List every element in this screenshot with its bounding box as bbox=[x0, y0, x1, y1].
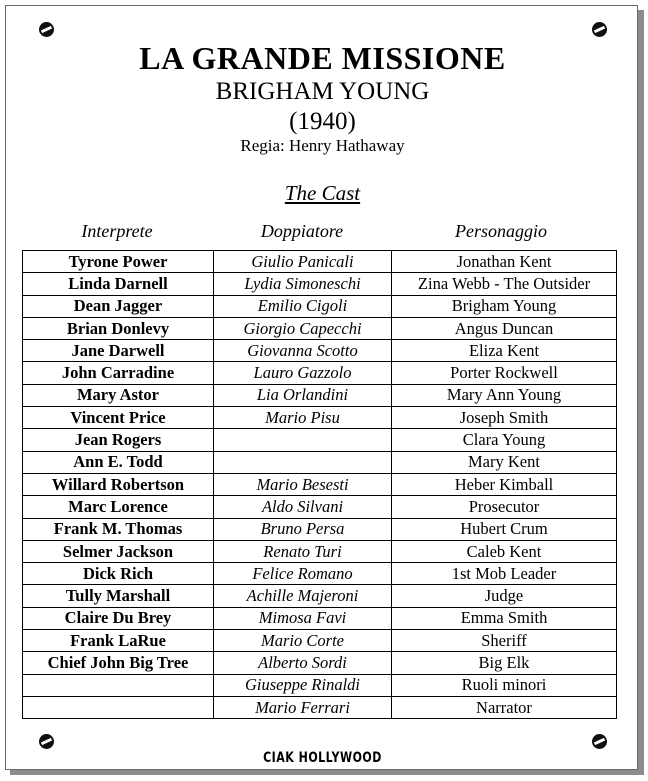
actor-cell: Brian Donlevy bbox=[23, 317, 214, 339]
character-cell: Mary Kent bbox=[392, 451, 617, 473]
actor-cell: Tyrone Power bbox=[23, 251, 214, 273]
table-row bbox=[23, 251, 617, 273]
ciak-hollywood-logo: CIAK HOLLYWOOD bbox=[263, 749, 382, 766]
character-cell: Mary Ann Young bbox=[392, 384, 617, 406]
character-cell: Angus Duncan bbox=[392, 317, 617, 339]
release-year: (1940) bbox=[289, 108, 356, 135]
cast-plaque bbox=[5, 5, 638, 770]
table-row bbox=[23, 585, 617, 607]
table-row bbox=[23, 362, 617, 384]
table-row bbox=[23, 295, 617, 317]
actor-cell: Dean Jagger bbox=[23, 295, 214, 317]
voice-actor-cell: Giovanna Scotto bbox=[214, 340, 392, 362]
table-row bbox=[23, 429, 617, 451]
actor-cell: Ann E. Todd bbox=[23, 451, 214, 473]
table-row bbox=[23, 563, 617, 585]
character-cell: Hubert Crum bbox=[392, 518, 617, 540]
table-row bbox=[23, 652, 617, 674]
table-row bbox=[23, 496, 617, 518]
voice-actor-cell: Bruno Persa bbox=[214, 518, 392, 540]
actor-cell: Tully Marshall bbox=[23, 585, 214, 607]
table-row bbox=[23, 630, 617, 652]
table-row bbox=[23, 696, 617, 718]
actor-cell bbox=[23, 674, 214, 696]
voice-actor-cell: Lydia Simoneschi bbox=[214, 273, 392, 295]
character-cell: Brigham Young bbox=[392, 295, 617, 317]
actor-cell: Vincent Price bbox=[23, 407, 214, 429]
character-cell: Emma Smith bbox=[392, 607, 617, 629]
voice-actor-cell: Felice Romano bbox=[214, 563, 392, 585]
actor-cell: Dick Rich bbox=[23, 563, 214, 585]
table-row bbox=[23, 674, 617, 696]
voice-actor-cell: Achille Majeroni bbox=[214, 585, 392, 607]
table-row bbox=[23, 473, 617, 495]
table-row bbox=[23, 317, 617, 339]
table-row bbox=[23, 340, 617, 362]
table-row bbox=[23, 451, 617, 473]
voice-actor-cell: Mario Besesti bbox=[214, 473, 392, 495]
voice-actor-cell: Mimosa Favi bbox=[214, 607, 392, 629]
cast-table bbox=[22, 250, 617, 719]
table-row bbox=[23, 607, 617, 629]
film-title: LA GRANDE MISSIONE bbox=[139, 40, 506, 76]
table-row bbox=[23, 407, 617, 429]
actor-cell: Linda Darnell bbox=[23, 273, 214, 295]
column-header-personaggio: Personaggio bbox=[455, 221, 547, 241]
original-title: BRIGHAM YOUNG bbox=[215, 78, 430, 105]
column-header-interprete: Interprete bbox=[81, 221, 153, 241]
voice-actor-cell bbox=[214, 451, 392, 473]
table-row bbox=[23, 273, 617, 295]
actor-cell: Jane Darwell bbox=[23, 340, 214, 362]
character-cell: Zina Webb - The Outsider bbox=[392, 273, 617, 295]
actor-cell: Willard Robertson bbox=[23, 473, 214, 495]
voice-actor-cell: Lia Orlandini bbox=[214, 384, 392, 406]
screw-icon bbox=[592, 22, 607, 37]
voice-actor-cell: Mario Ferrari bbox=[214, 696, 392, 718]
screw-icon bbox=[592, 734, 607, 749]
actor-cell: John Carradine bbox=[23, 362, 214, 384]
actor-cell: Claire Du Brey bbox=[23, 607, 214, 629]
voice-actor-cell: Giuseppe Rinaldi bbox=[214, 674, 392, 696]
table-row bbox=[23, 518, 617, 540]
cast-heading: The Cast bbox=[284, 181, 361, 205]
voice-actor-cell: Renato Turi bbox=[214, 540, 392, 562]
character-cell: Heber Kimball bbox=[392, 473, 617, 495]
character-cell: Porter Rockwell bbox=[392, 362, 617, 384]
table-row bbox=[23, 384, 617, 406]
character-cell: Prosecutor bbox=[392, 496, 617, 518]
screw-icon bbox=[39, 22, 54, 37]
voice-actor-cell: Lauro Gazzolo bbox=[214, 362, 392, 384]
character-cell: Eliza Kent bbox=[392, 340, 617, 362]
character-cell: Caleb Kent bbox=[392, 540, 617, 562]
table-row bbox=[23, 540, 617, 562]
character-cell: Sheriff bbox=[392, 630, 617, 652]
character-cell: Joseph Smith bbox=[392, 407, 617, 429]
director-credit: Regia: Henry Hathaway bbox=[240, 136, 405, 155]
voice-actor-cell: Giulio Panicali bbox=[214, 251, 392, 273]
voice-actor-cell: Mario Corte bbox=[214, 630, 392, 652]
voice-actor-cell: Giorgio Capecchi bbox=[214, 317, 392, 339]
character-cell: Big Elk bbox=[392, 652, 617, 674]
actor-cell: Chief John Big Tree bbox=[23, 652, 214, 674]
actor-cell: Jean Rogers bbox=[23, 429, 214, 451]
column-header-doppiatore: Doppiatore bbox=[260, 221, 344, 241]
character-cell: Judge bbox=[392, 585, 617, 607]
character-cell: Jonathan Kent bbox=[392, 251, 617, 273]
voice-actor-cell: Mario Pisu bbox=[214, 407, 392, 429]
voice-actor-cell: Alberto Sordi bbox=[214, 652, 392, 674]
character-cell: Ruoli minori bbox=[392, 674, 617, 696]
actor-cell bbox=[23, 696, 214, 718]
actor-cell: Selmer Jackson bbox=[23, 540, 214, 562]
voice-actor-cell: Aldo Silvani bbox=[214, 496, 392, 518]
actor-cell: Mary Astor bbox=[23, 384, 214, 406]
voice-actor-cell: Emilio Cigoli bbox=[214, 295, 392, 317]
voice-actor-cell bbox=[214, 429, 392, 451]
character-cell: 1st Mob Leader bbox=[392, 563, 617, 585]
actor-cell: Frank LaRue bbox=[23, 630, 214, 652]
actor-cell: Frank M. Thomas bbox=[23, 518, 214, 540]
screw-icon bbox=[39, 734, 54, 749]
actor-cell: Marc Lorence bbox=[23, 496, 214, 518]
character-cell: Clara Young bbox=[392, 429, 617, 451]
character-cell: Narrator bbox=[392, 696, 617, 718]
